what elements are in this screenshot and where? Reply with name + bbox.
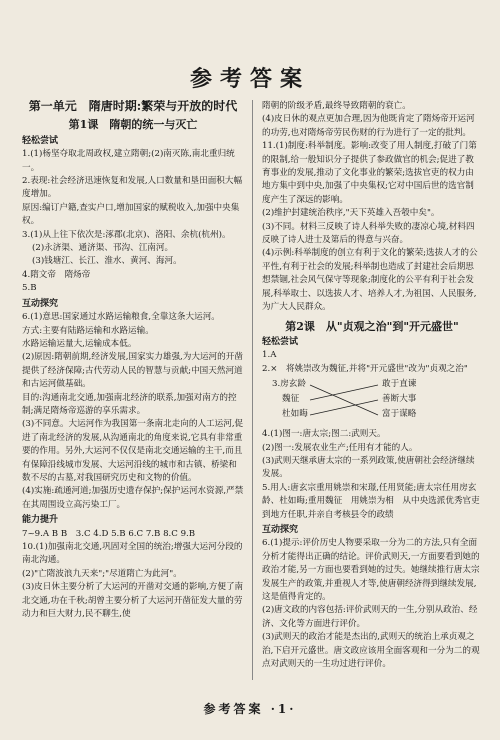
answer-line: (3)不同。材料三反映了诗人科举失败的凄凉心境,材料四反映了诗人进士及第后的得意与兴奋。	[262, 221, 475, 246]
match-left-item: 杜如晦	[282, 409, 308, 420]
answer-line: 7~9.A B B 3.C 4.D 5.B 6.C 7.B 8.C 9.B	[22, 528, 196, 539]
section-easy-try: 轻松尝试	[262, 336, 299, 347]
answer-line: (3)钱塘江、长江、淮水、黄河、海河。	[32, 256, 182, 267]
answer-line: (2)原因:隋朝前期,经济发展,国家实力雄强,为大运河的开凿提供了经济保障;古代劳动人民的智慧与贡献;中国天然河道和古运河做基础。	[22, 352, 243, 390]
section-interactive: 互动探究	[262, 524, 299, 535]
answer-line: 2.表现:社会经济迅速恢复和发展,人口数量和垦田面积大幅度增加。	[22, 176, 243, 200]
answer-line: (3)武则天的政治才能是杰出的,武则天的统治上承贞观之治,下启开元盛世。唐文政应该用全面客观和一分为二的观点对武则天的一生功过进行评价。	[262, 632, 480, 670]
answer-line: 11.(1)制度:科举制度。影响:改变了用人制度,打破了门第的限制,给一般知识分子提供了参政做官的机会;促进了教育事业的发展,推动了文化事业的繁荣;选拔官吏的权力由地方集中到中央,加强了中央集权;它对中国后世的选官制度产生了深远的影响。	[262, 141, 477, 205]
answer-line: 1.(1)杨坚夺取北周政权,建立隋朝;(2)南灭陈,南北重归统一。	[22, 149, 235, 173]
answer-line: (2)维护封建统治秩序,"天下英雄入吾彀中矣"。	[262, 208, 440, 219]
answer-line: (4)实施:疏通河道;加强历史遗存保护;保护运河水资源,严禁在其周围设立高污染工厂。	[22, 486, 244, 510]
answer-line: 4.(1)图一:唐太宗;图二:武则天。	[262, 429, 386, 440]
answer-line: 3.(1)从上往下依次是:涿郡(北京)、洛阳、余杭(杭州)。	[22, 229, 231, 240]
answer-line: 方式:主要有陆路运输和水路运输。	[22, 325, 154, 336]
match-lines	[308, 378, 380, 426]
right-column	[262, 100, 482, 671]
answer-line: (3)不同意。大运河作为我国第一条南北走向的人工运河,促进了南北经济的发展,从沟通南北的角度来说,它具有非常重要的作用。另外,大运河不仅仅是南北交通运输的主干,而且有保障沿线城市发展、大运河沿线的城市和古镇、桥梁和数不尽的古墓,对我国研究历史和文物的价值。	[22, 419, 244, 483]
answer-line: (4)皮日休的观点更加合理,因为他既肯定了隋炀帝开运河的功劳,也对隋炀帝劳民伤财的行为进行了一定的批判。	[262, 114, 475, 138]
left-column	[22, 100, 244, 621]
matching-diagram	[272, 378, 482, 426]
answer-line: (2)唐文政的内容包括:评价武则天的一生,分别从政治、经济、文化等方面进行评价。	[262, 605, 478, 629]
answer-line: 目的:沟通南北交通,加强南北经济的联系,加强对南方的控制;满足隋炀帝巡游的享乐需求。	[22, 392, 237, 416]
answer-line: 5.用人:唐玄宗重用姚崇和宋璟,任用贤能;唐太宗任用房玄龄、杜如晦;重用魏征 用姚崇为相 从中央选派优秀官吏到地方任职,并亲自考核县令的政绩	[262, 482, 480, 520]
answer-line: (3)武则天继承唐太宗的一系列政策,使唐朝社会经济继续发展。	[262, 455, 475, 480]
answer-line: 水路运输运量大,运输成本低。	[22, 338, 137, 349]
match-right-item: 富于谋略	[382, 409, 417, 420]
answer-line: (3)皮日休主要分析了大运河的开凿对交通的影响,方便了南北交通,功在千秋;胡曾主要分析了大运河开凿征发大量的劳动力和巨大财力,民不聊生,使	[22, 582, 244, 620]
answer-line: 6.(1)提示:评价历史人物要采取一分为二的方法,只有全面分析才能得出正确的结论。评价武则天,一方面要看到她的政治才能,另一方面也要看到她的过失。她继续推行唐太宗发展生产的政策,并重视人才等,使唐朝经济得到继续发展,这是值得肯定的。	[262, 538, 480, 602]
answer-line: (2)永济渠、通济渠、邗沟、江南河。	[32, 243, 174, 254]
answer-line: (2)"亡隋波浪九天来";"尽道隋亡为此河"。	[22, 568, 182, 579]
unit-heading: 第一单元 隋唐时期:繁荣与开放的时代	[28, 100, 238, 113]
match-right-item: 善断大事	[382, 394, 417, 405]
answer-line: 2.× 将姚崇改为魏征,并将"开元盛世"改为"贞观之治"	[262, 363, 468, 374]
answer-line: 隋朝的阶级矛盾,最终导致隋朝的衰亡。	[262, 101, 411, 111]
section-easy-try: 轻松尝试	[22, 135, 59, 146]
answer-line: (4)示例:科举制度的创立有利于文化的繁荣;选拔人才的公平性,有利于社会的发展;科举制也造成了封建社会后期思想禁锢,社会风气保守等现象;制度化的公平有利于社会发展,科举取士、以选拔人才、培养人才,为祖国、人民服务,为广大人民群众。	[262, 248, 478, 313]
answer-line: (2)图一:发展农业生产;任用有才能的人。	[262, 442, 418, 453]
section-interactive: 互动探究	[22, 298, 59, 309]
page-title: 参考答案	[189, 66, 310, 92]
match-left-item: 魏征	[282, 394, 300, 405]
lesson-2-heading: 第2课 从"贞观之治"到"开元盛世"	[285, 319, 459, 333]
answer-line: 原因:编订户籍,查实户口,增加国家的赋税收入,加强中央集权。	[22, 202, 240, 227]
column-divider	[252, 100, 253, 680]
lesson-1-heading: 第1课 隋朝的统一与灭亡	[68, 118, 198, 132]
match-right-item: 敢于直谏	[382, 379, 417, 390]
answer-line: 1.A	[262, 350, 277, 361]
answer-line: 4.隋文帝 隋炀帝	[22, 269, 91, 280]
answer-line: 5.B	[22, 283, 37, 294]
answer-line: 10.(1)加强南北交通,巩固对全国的统治;增强大运河分段的南北沟通。	[22, 542, 243, 566]
answer-line: 6.(1)意思:国家通过水路运输粮食,全靠这条大运河。	[22, 312, 220, 323]
match-left-item: 3.房玄龄	[272, 379, 306, 390]
page-footer: 参考答案 ·1·	[203, 702, 297, 716]
section-ability: 能力提升	[22, 515, 59, 526]
